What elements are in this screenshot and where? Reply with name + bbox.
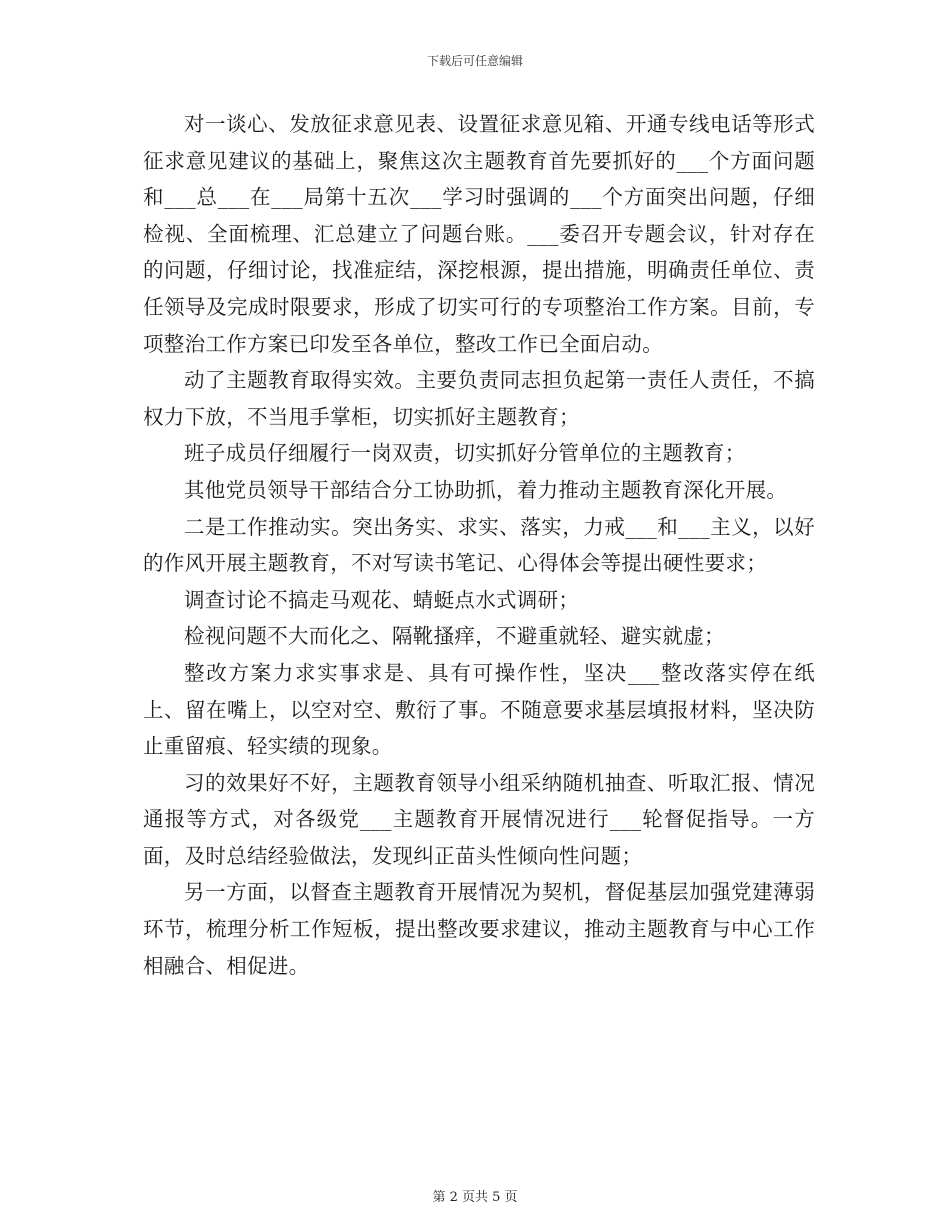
paragraph-1: 对一谈心、发放征求意见表、设置征求意见箱、开通专线电话等形式征求意见建议的基础上，聚焦这次主题教育首先要抓好的___个方面问题和___总___在___局第十五次___学习时强调的___个方面突出问题，仔细检视、全面梳理、汇总建立了问题台账。___委召开专题会议，针对存在的问题，仔细讨论，找准症结，深挖根源，提出措施，明确责任单位、责任领导及完成时限要求，形成了切实可行的专项整治工作方案。目前，专项整治工作方案已印发至各单位，整改工作已全面启动。	[143, 112, 815, 356]
paragraph-2: 动了主题教育取得实效。主要负责同志担负起第一责任人责任，不搞权力下放，不当甩手掌柜，切实抓好主题教育；	[143, 368, 815, 429]
paragraph-9: 习的效果好不好，主题教育领导小组采纳随机抽查、听取汇报、情况通报等方式，对各级党___主题教育开展情况进行___轮督促指导。一方面，及时总结经验做法，发现纠正苗头性倾向性问题；	[143, 770, 815, 868]
document-body	[143, 106, 815, 984]
paragraph-6: 调查讨论不搞走马观花、蜻蜓点水式调研；	[184, 587, 580, 612]
paragraph-4: 其他党员领导干部结合分工协助抓，着力推动主题教育深化开展。	[184, 477, 788, 502]
paragraph-3: 班子成员仔细履行一岗双责，切实抓好分管单位的主题教育；	[184, 441, 746, 466]
paragraph-5: 二是工作推动实。突出务实、求实、落实，力戒___和___主义，以好的作风开展主题教育，不对写读书笔记、心得体会等提出硬性要求；	[143, 514, 815, 576]
paragraph-7: 检视问题不大而化之、隔靴搔痒，不避重就轻、避实就虚；	[184, 624, 725, 649]
paragraph-10: 另一方面，以督查主题教育开展情况为契机，督促基层加强党建薄弱环节，梳理分析工作短板，提出整改要求建议，推动主题教育与中心工作相融合、相促进。	[143, 880, 815, 978]
page-number-footer: 第 2 页共 5 页	[432, 1190, 518, 1205]
paragraph-8: 整改方案力求实事求是、具有可操作性，坚决___整改落实停在纸上、留在嘴上，以空对空、敷衍了事。不随意要求基层填报材料，坚决防止重留痕、轻实绩的现象。	[143, 660, 815, 759]
page-header: 下载后可任意编辑	[426, 54, 523, 68]
